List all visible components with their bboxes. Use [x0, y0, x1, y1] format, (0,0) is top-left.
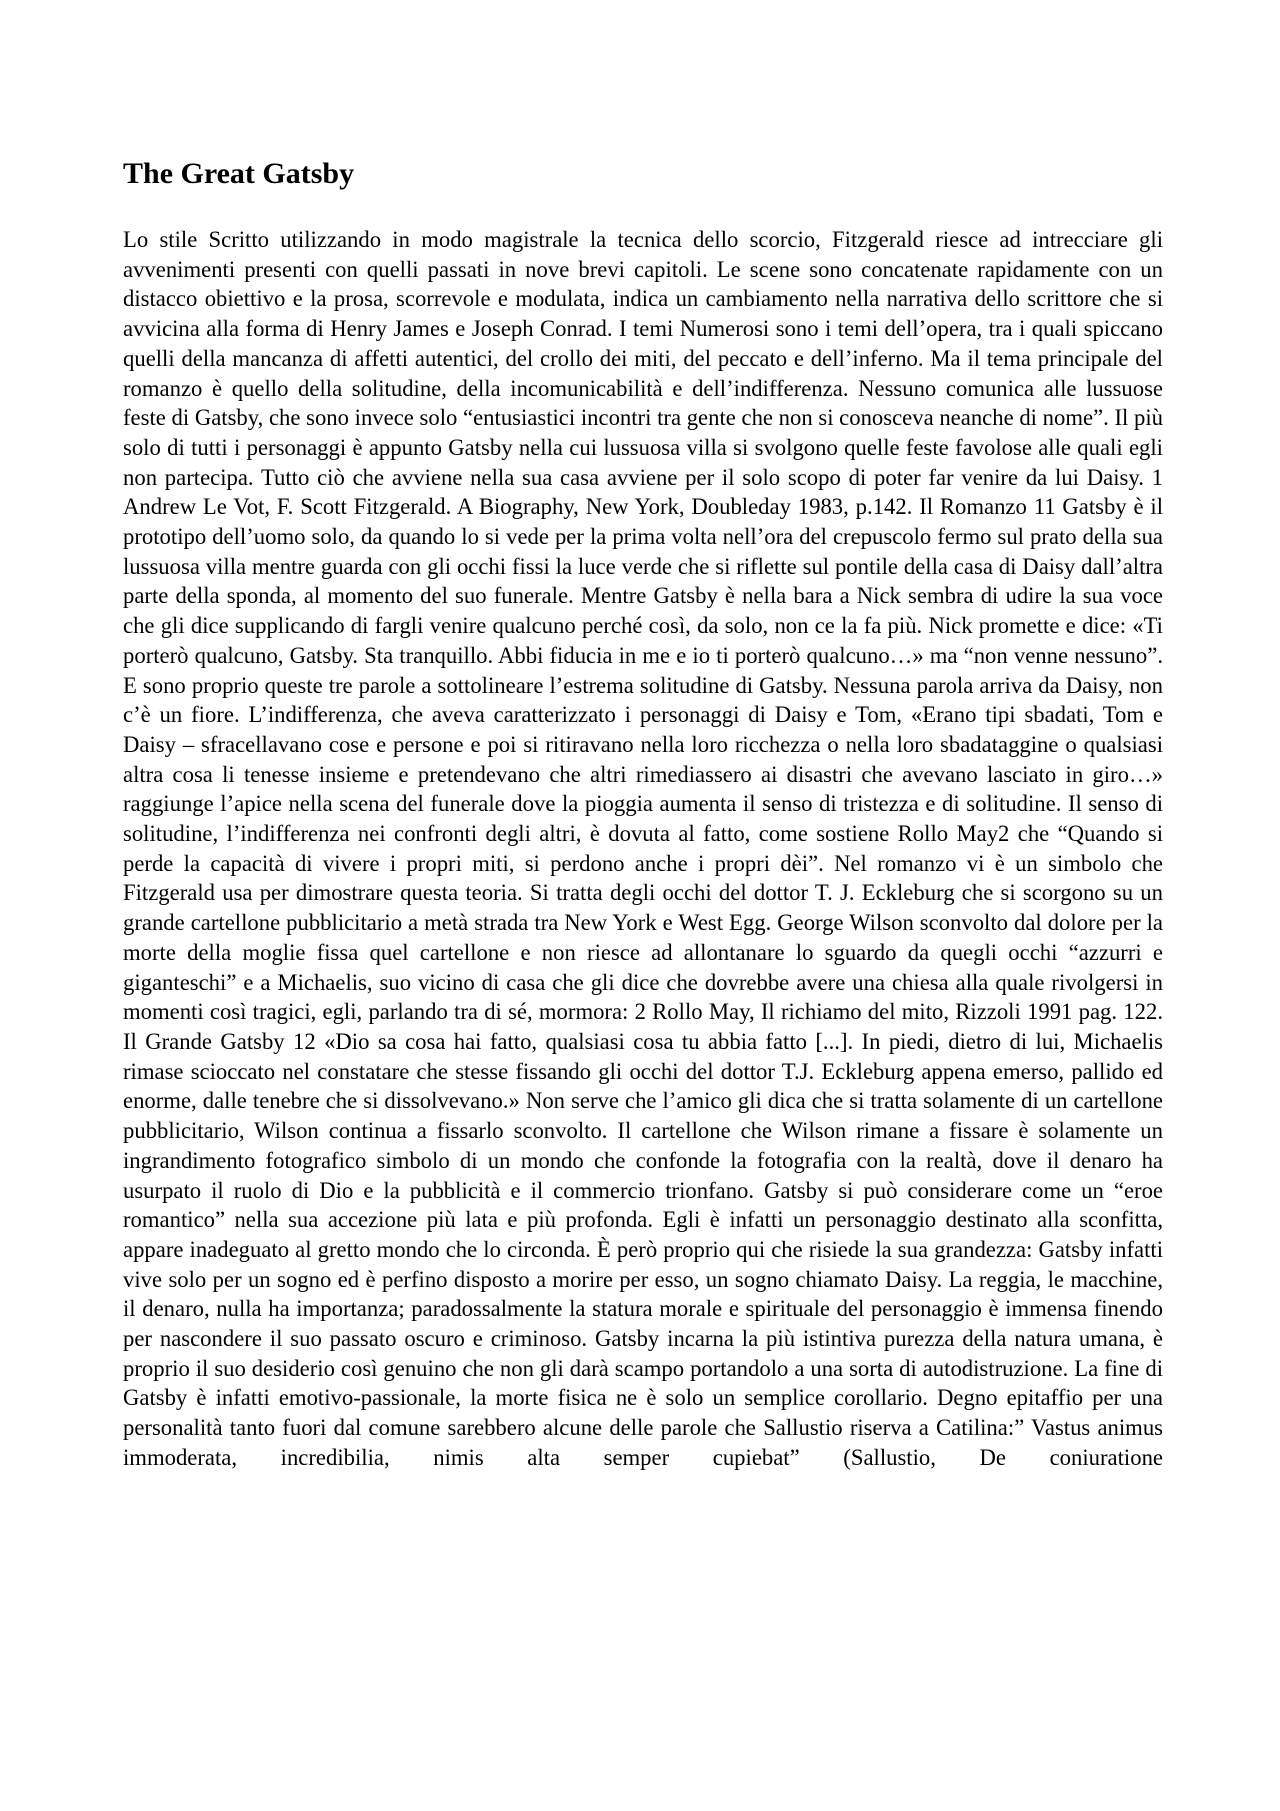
document-title: The Great Gatsby — [123, 157, 355, 190]
document-body-paragraph: Lo stile Scritto utilizzando in modo magistrale la tecnica dello scorcio, Fitzgerald riesce ad intrecciare gli avvenimenti presenti con quelli passati in nove brevi capitoli. Le scene sono concatenate rapidamente con un distacco obiettivo e la prosa, scorrevole e modulata, indica un cambiamento nella narrativa dello scrittore che si avvicina alla forma di Henry James e Joseph Conrad. I temi Numerosi sono i temi dell’opera, tra i quali spiccano quelli della mancanza di affetti autentici, del crollo dei miti, del peccato e dell’inferno. Ma il tema principale del romanzo è quello della solitudine, della incomunicabilità e dell’indifferenza. Nessuno comunica alle lussuose feste di Gatsby, che sono invece solo “entusiastici incontri tra gente che non si conosceva neanche di nome”. Il più solo di tutti i personaggi è appunto Gatsby nella cui lussuosa villa si svolgono quelle feste favolose alle quali egli non partecipa. Tutto ciò che avviene nella sua casa avviene per il solo scopo di poter far venire da lui Daisy. 1 Andrew Le Vot, F. Scott Fitzgerald. A Biography, New York, Doubleday 1983, p.142. Il Romanzo 11 Gatsby è il prototipo dell’uomo solo, da quando lo si vede per la prima volta nell’ora del crepuscolo fermo sul prato della sua lussuosa villa mentre guarda con gli occhi fissi la luce verde che si riflette sul pontile della casa di Daisy dall’altra parte della sponda, al momento del suo funerale. Mentre Gatsby è nella bara a Nick sembra di udire la sua voce che gli dice supplicando di fargli venire qualcuno perché così, da solo, non ce la fa più. Nick promette e dice: «Ti porterò qualcuno, Gatsby. Sta tranquillo. Abbi fiducia in me e io ti porterò qualcuno…» ma “non venne nessuno”. E sono proprio queste tre parole a sottolineare l’estrema solitudine di Gatsby. Nessuna parola arriva da Daisy, non c’è un fiore. L’indifferenza, che aveva caratterizzato i personaggi di Daisy e Tom, «Erano tipi sbadati, Tom e Daisy – sfracellavano cose e persone e poi si ritiravano nella loro ricchezza o nella loro sbadataggine o qualsiasi altra cosa li tenesse insieme e pretendevano che altri rimediassero ai disastri che avevano lasciato in giro…» raggiunge l’apice nella scena del funerale dove la pioggia aumenta il senso di tristezza e di solitudine. Il senso di solitudine, l’indifferenza nei confronti degli altri, è dovuta al fatto, come sostiene Rollo May2 che “Quando si perde la capacità di vivere i propri miti, si perdono anche i propri dèi”. Nel romanzo vi è un simbolo che Fitzgerald usa per dimostrare questa teoria. Si tratta degli occhi del dottor T. J. Eckleburg che si scorgono su un grande cartellone pubblicitario a metà strada tra New York e West Egg. George Wilson sconvolto dal dolore per la morte della moglie fissa quel cartellone e non riesce ad allontanare lo sguardo da quegli occhi “azzurri e giganteschi” e a Michaelis, suo vicino di casa che gli dice che dovrebbe avere una chiesa alla quale rivolgersi in momenti così tragici, egli, parlando tra di sé, mormora: 2 Rollo May, Il richiamo del mito, Rizzoli 1991 pag. 122. Il Grande Gatsby 12 «Dio sa cosa hai fatto, qualsiasi cosa tu abbia fatto [...]. In piedi, dietro di lui, Michaelis rimase scioccato nel constatare che stesse fissando gli occhi del dottor T.J. Eckleburg appena emerso, pallido ed enorme, dalle tenebre che si dissolvevano.» Non serve che l’amico gli dica che si tratta solamente di un cartellone pubblicitario, Wilson continua a fissarlo sconvolto. Il cartellone che Wilson rimane a fissare è solamente un ingrandimento fotografico simbolo di un mondo che confonde la fotografia con la realtà, dove il denaro ha usurpato il ruolo di Dio e la pubblicità e il commercio trionfano. Gatsby si può considerare come un “eroe romantico” nella sua accezione più lata e più profonda. Egli è infatti un personaggio destinato alla sconfitta, appare inadeguato al gretto mondo che lo circonda. È però proprio qui che risiede la sua grandezza: Gatsby infatti vive solo per un sogno ed è perfino disposto a morire per esso, un sogno chiamato Daisy. La reggia, le macchine, il denaro, nulla ha importanza; paradossalmente la statura morale e spirituale del personaggio è immensa finendo per nascondere il suo passato oscuro e criminoso. Gatsby incarna la più istintiva purezza della natura umana, è proprio il suo desiderio così genuino che non gli darà scampo portandolo a una sorta di autodistruzione. La fine di Gatsby è infatti emotivo-passionale, la morte fisica ne è solo un semplice corollario. Degno epitaffio per una personalità tanto fuori dal comune sarebbero alcune delle parole che Sallustio riserva a Catilina:” Vastus animus immoderata, incredibilia, nimis alta semper cupiebat” (Sallustio, De coniuratione — [123, 227, 1163, 1470]
